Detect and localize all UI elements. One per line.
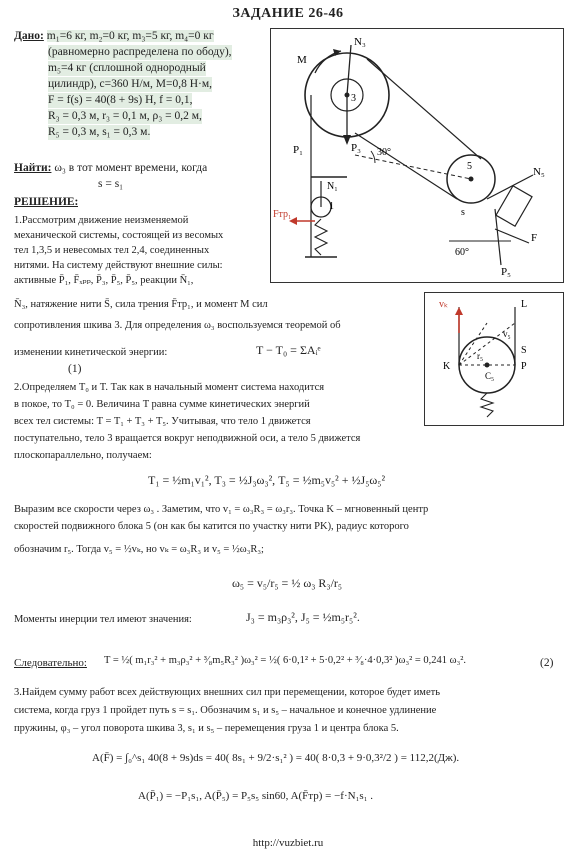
label-p5: P₅	[501, 266, 511, 278]
solution-label: РЕШЕНИЕ:	[14, 196, 79, 208]
label-n1: N₁	[327, 181, 338, 192]
wide-line-2: изменении кинетической энергии:	[14, 347, 168, 358]
p3-arrowhead	[343, 135, 351, 145]
label-v5: v₅	[503, 329, 511, 339]
label-c5: C₅	[485, 371, 495, 381]
label-p1: P₁	[293, 144, 303, 156]
step2-line-4: плоскопараллельно, получаем:	[14, 450, 152, 461]
find-condition: s = s₁	[98, 178, 124, 190]
express-line-0: Выразим все скорости через ω₃ . Заметим, что v₁ = ω₃R₃ = ω₃r₃. Точка K – мгновенный центр	[14, 504, 429, 515]
step3-line-1: система, когда груз 1 пройдет путь s = s₁. Обозначим s₁ и s₅ – начальное и конечное удлинение	[14, 705, 437, 716]
label-n3: N₃	[354, 36, 366, 48]
label-num-3: 3	[351, 93, 356, 104]
intro-line-3: нитями. На систему действуют внешние силы:	[14, 260, 223, 271]
subst-formula: T = ½( m₁r₃² + m₃ρ₃² + ³⁄₈m₅R₃² )ω₃² = ½( 6·0,1² + 5·0,2² + ³⁄₈·4·0,3² )ω₃² = 0,241 ω₃².	[104, 655, 467, 666]
intro-line-0: 1.Рассмотрим движение неизменяемой	[14, 215, 189, 226]
label-s2: S	[521, 345, 527, 356]
wide-line-1: сопротивления шкива 3. Для определения ω₃ воспользуемся теоремой об	[14, 320, 341, 331]
given-line-4: F = f(s) = 40(8 + 9s) Н, f = 0,1,	[48, 94, 193, 106]
subst-label: Следовательно:	[14, 657, 87, 669]
label-m: M	[297, 54, 307, 66]
label-p3: P₃	[351, 142, 361, 154]
find-line	[14, 161, 207, 176]
incline-dashed	[355, 155, 471, 179]
kinetic-energy-formula: T₁ = ½m₁v₁², T₃ = ½J₃ω₃², T₅ = ½m₅v₅² + ½J₅ω₅²	[148, 473, 386, 487]
vk-arrowhead	[455, 307, 463, 315]
given-text-0: m₁=6 кг, m₂=0 кг, m₃=5 кг, m₄=0 кг	[46, 30, 214, 42]
label-l: L	[521, 299, 528, 310]
angle-30-arc	[371, 151, 375, 163]
label-n5: N₅	[533, 166, 545, 178]
given-line-0	[14, 29, 270, 44]
label-vk: vₖ	[439, 299, 449, 310]
step3-line-0: 3.Найдем сумму работ всех действующих внешних сил при перемещении, которое будет иметь	[14, 687, 440, 698]
find-label: Найти:	[14, 162, 52, 174]
spring	[315, 219, 327, 255]
express-line-1: скоростей подвижного блока 5 (он как бы катится по участку нити PK), радиус которого	[14, 521, 409, 532]
theorem-formula: T − T₀ = ΣAᵢᵉ	[256, 343, 321, 357]
intro-line-4: активные P̄₁, F̄ₓₚₚ, P̄₃, P̄₅, P̄₅, реакции N̄₁,	[14, 275, 194, 286]
find-text: ω₃ в тот момент времени, когда	[54, 162, 208, 174]
label-num-5: 5	[467, 161, 472, 172]
label-ftr: Fтр₁	[273, 209, 292, 220]
page-title: ЗАДАНИЕ 26-46	[232, 6, 344, 21]
intro-line-2: тел 1,3,5 и невесомых тел 2,4, соединенных	[14, 245, 210, 256]
express-line-2: обозначим r₅. Тогда v₅ = ½vₖ, но vₖ = ω₃R₃ и v₅ = ½ω₃R₃;	[14, 544, 264, 555]
step2-line-3: поступательно, тело 3 вращается вокруг неподвижной оси, а тело 5 движется	[14, 433, 361, 444]
given-line-1: (равномерно распределена по ободу),	[48, 46, 232, 58]
figure-1-frame	[270, 28, 564, 283]
label-s: s	[461, 207, 465, 218]
belt-upper	[367, 59, 481, 159]
given-line-5: R₃ = 0,3 м, r₃ = 0,1 м, ρ₃ = 0,2 м,	[48, 110, 202, 122]
label-p: P	[521, 361, 527, 372]
block-5-diagram	[425, 293, 562, 424]
label-angle-60: 60°	[455, 247, 469, 258]
intro-line-1: механической системы, состоящей из весомых	[14, 230, 224, 241]
label-f: F	[531, 232, 538, 244]
omega5-formula: ω₅ = v₅/r₅ = ½ ω₃ R₃/r₅	[232, 576, 343, 590]
label-r5: r₅	[477, 351, 484, 361]
step2-line-2: всех тел системы: T = T₁ + T₃ + T₅. Учитывая, что тело 1 движется	[14, 416, 311, 427]
mechanism-diagram	[271, 29, 562, 281]
step3-line-2: пружины, φ₃ – угол поворота шкива 3, s₁ и s₅ – перемещения груза 1 и центра блока 5.	[14, 723, 399, 734]
given-label: Дано:	[14, 30, 44, 42]
given-line-2: m₅=4 кг (сплошной однородный	[48, 62, 206, 74]
inertia-label: Моменты инерции тел имеют значения:	[14, 614, 192, 625]
theorem-number: (1)	[68, 363, 82, 375]
work-force-formula: A(F̄) = ∫₀^s₁ 40(8 + 9s)ds = 40( 8s₁ + 9/2·s₁² ) = 40( 8·0,3 + 9·0,3²/2 ) = 112,2(Дж).	[92, 752, 460, 764]
spring-2	[481, 393, 493, 417]
inertia-formula: J₃ = m₃ρ₃², J₅ = ½m₅r₅².	[246, 610, 360, 624]
wide-line-0: N̄₃, натяжение нити S̄, сила трения F̄тр₁, и момент M сил	[14, 299, 268, 310]
footer-url: http://vuzbiet.ru	[252, 837, 324, 849]
label-angle-30: 30°	[377, 147, 391, 158]
work-other-formula: A(P̄₁) = −P₁s₁, A(P̄₅) = P₅s₅ sin60, A(F̄тр) = −f·N₁s₁ .	[138, 790, 374, 802]
step2-line-0: 2.Определяем T₀ и T. Так как в начальный момент система находится	[14, 382, 325, 393]
figure-2-frame	[424, 292, 564, 426]
subst-number: (2)	[540, 657, 554, 669]
label-num-1: 1	[329, 201, 334, 212]
label-k: K	[443, 361, 451, 372]
step2-line-1: в покое, то T₀ = 0. Величина T равна сумме кинетических энергий	[14, 399, 310, 410]
given-line-6: R₅ = 0,3 м, s₁ = 0,3 м.	[48, 126, 151, 138]
given-line-3: цилиндр), c=360 Н/м, M=0,8 Н·м,	[48, 78, 213, 90]
